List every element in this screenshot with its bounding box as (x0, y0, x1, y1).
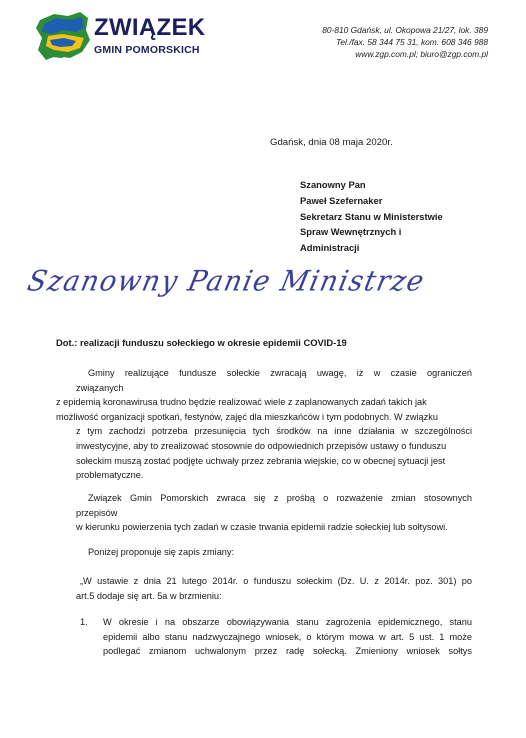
paragraph-line: inwestycyjne, aby to zrealizować stosownie do odpowiednich przepisów ustawy o funduszu (76, 440, 447, 451)
body-paragraph-3 (56, 545, 472, 560)
paragraph-line: Związek Gmin Pomorskich zwraca się z prośbą o rozważenie zmian stosownych (88, 493, 472, 503)
handwritten-salutation-text: Szanowny Panie Ministrze (24, 265, 429, 298)
paragraph-line: przepisów (76, 507, 118, 518)
list-item-line: podlegać zmianom uchwalonym przez radę sołecką. Zmieniony wniosek sołtys (103, 646, 472, 657)
body-paragraph-4 (56, 574, 472, 603)
list-item-line: W okresie i na obszarze obowiązywania stanu zagrożenia epidemicznego, stanu (103, 617, 472, 627)
paragraph-line: w kierunku powierzenia tych zadań w czasie trwania epidemii radzie sołeckiej lub sołtysowi. (76, 522, 448, 533)
body-paragraph-1 (56, 366, 472, 483)
paragraph-line: sołeckim muszą zostać podjęte uchwały przez zebrania wiejskie, co w obecnej sytuacji jest (76, 455, 446, 466)
paragraph-line: z epidemią koronawirusa trudno będzie realizować wiele z zaplanowanych zadań takich jak (56, 397, 427, 408)
organization-logo (34, 8, 204, 64)
recipient-salutation: Szanowny Pan (300, 179, 366, 190)
contact-address: 80-810 Gdańsk, ul. Okopowa 21/27, lok. 389 (322, 25, 488, 35)
logo-title: ZWIĄZEK (94, 14, 206, 41)
list-item (103, 615, 472, 659)
subject-text: realizacji funduszu sołeckiego w okresie epidemii COVID-19 (79, 337, 347, 348)
paragraph-line: możliwość organizacji spotkań, festynów, zajęć dla mieszkańców i tym podobnych. W związku (56, 411, 438, 422)
list-item-line: epidemii albo stanu nadzwyczajnego wniosek, o którym mowa w art. 5 ust. 1 może (103, 631, 472, 642)
recipient-title-line: Spraw Wewnętrznych i (300, 226, 402, 238)
logo-subtitle: GMIN POMORSKICH (94, 44, 200, 56)
letter-date: Gdańsk, dnia 08 maja 2020r. (270, 137, 393, 148)
paragraph-line: Gminy realizujące fundusze sołeckie zwracają uwagę, iż w czasie ograniczeń (88, 368, 472, 378)
recipient-block (300, 177, 443, 256)
contact-web[interactable]: www.zgp.com.pl; biuro@zgp.com.pl (355, 49, 488, 60)
handwritten-salutation (24, 265, 429, 312)
recipient-name: Paweł Szefernaker (300, 194, 383, 206)
subject-line (56, 337, 347, 348)
list-item-number: 1. (80, 617, 88, 627)
paragraph-line: „W ustawie z dnia 21 lutego 2014r. o funduszu sołeckim (Dz. U. z 2014r. poz. 301) po (80, 576, 472, 586)
paragraph-line: z tym zachodzi potrzeba przesunięcia tych środków na inne działania w szczególności (76, 426, 472, 437)
paragraph-line: związanych (76, 382, 124, 393)
contact-info (268, 24, 488, 61)
body-paragraph-2 (56, 491, 472, 535)
contact-phone: Tel./fax. 58 344 75 31, kom. 608 346 988 (336, 37, 488, 48)
paragraph-line: Poniżej proponuje się zapis zmiany: (88, 547, 235, 557)
recipient-title-line: Sekretarz Stanu w Ministerstwie (300, 210, 443, 222)
pomeranian-map-logo-icon (34, 8, 92, 64)
recipient-title-line: Administracji (300, 242, 360, 254)
paragraph-line: problematyczne. (76, 470, 144, 481)
subject-label: Dot.: (56, 337, 78, 348)
paragraph-line: art.5 dodaje się art. 5a w brzmieniu: (76, 590, 222, 601)
